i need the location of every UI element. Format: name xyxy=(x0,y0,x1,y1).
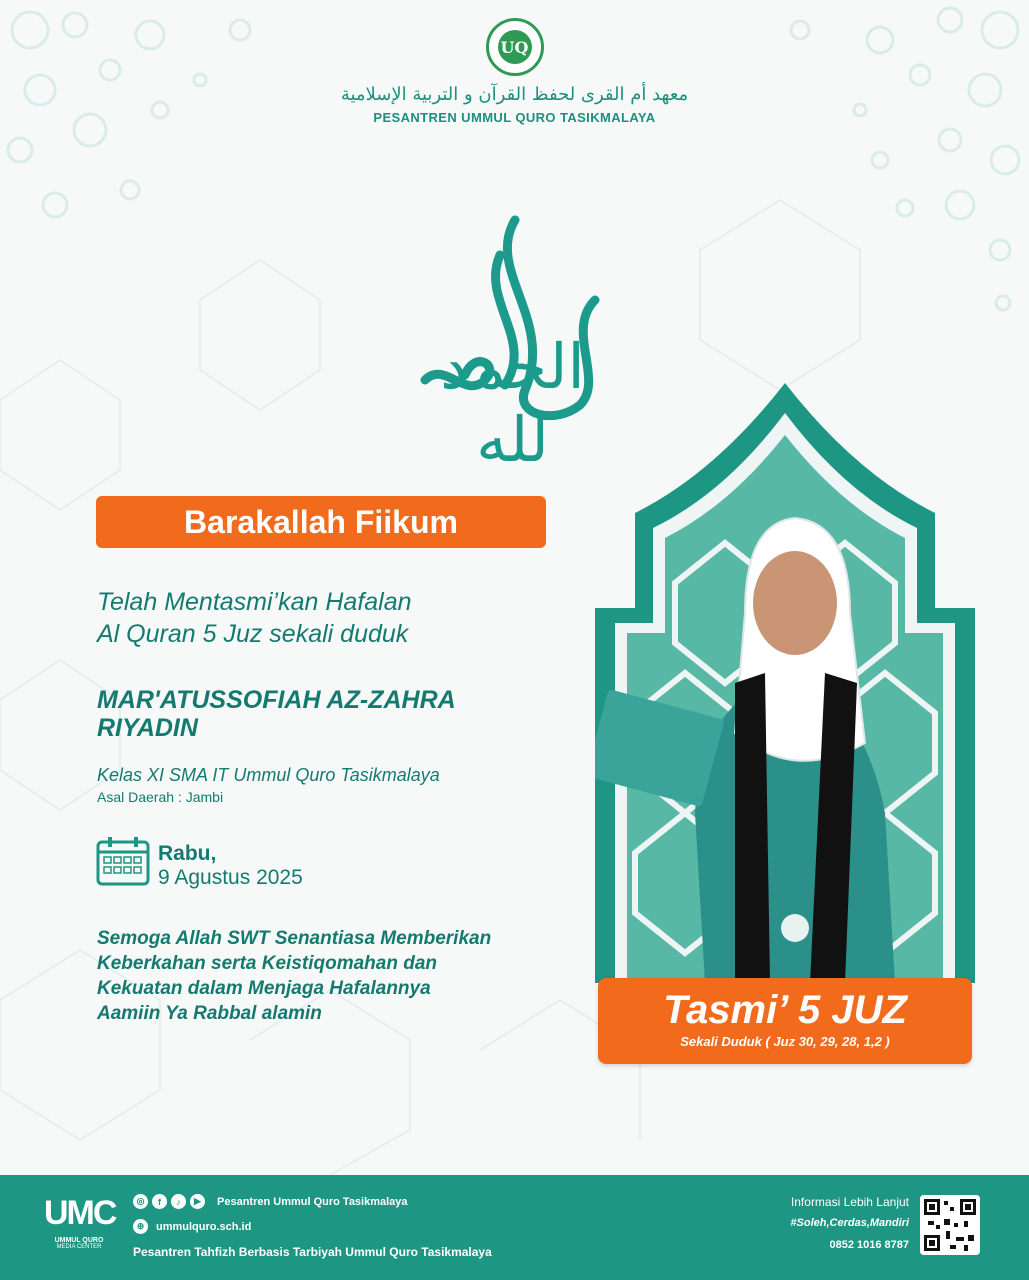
calligraphy-text: الحمد لله xyxy=(440,330,585,476)
school-logo xyxy=(486,18,544,76)
umc-logo-text: UMC xyxy=(44,1194,116,1232)
header xyxy=(0,18,1029,125)
tasmi-badge xyxy=(598,978,972,1064)
footer xyxy=(0,1175,1029,1280)
footer-tagline: Pesantren Tahfizh Berbasis Tarbiyah Ummul Quro Tasikmalaya xyxy=(133,1245,492,1259)
achievement-description xyxy=(97,586,567,650)
instagram-icon[interactable]: ◎ xyxy=(133,1194,148,1209)
school-name: PESANTREN UMMUL QURO TASIKMALAYA xyxy=(373,110,656,125)
student-name-line-1: MAR'ATUSSOFIAH AZ-ZAHRA xyxy=(97,686,456,714)
achievement-line-2: Al Quran 5 Juz sekali duduk xyxy=(97,620,409,648)
media-center-logo xyxy=(44,1193,114,1250)
tasmi-subtitle: Sekali Duduk ( Juz 30, 29, 28, 1,2 ) xyxy=(680,1034,890,1049)
student-origin: Asal Daerah : Jambi xyxy=(97,789,224,805)
qr-code[interactable] xyxy=(920,1195,980,1255)
tiktok-icon[interactable]: ♪ xyxy=(171,1194,186,1209)
student-class: Kelas XI SMA IT Ummul Quro Tasikmalaya xyxy=(97,765,440,785)
contact-info xyxy=(790,1195,909,1251)
prayer-text xyxy=(97,926,567,1026)
facebook-icon[interactable]: f xyxy=(152,1194,167,1209)
phone-number[interactable]: 0852 1016 8787 xyxy=(829,1239,909,1251)
arabic-school-name: معهد أم القرى لحفظ القرآن و التربية الإسلامية xyxy=(340,84,689,105)
prayer-line: Keberkahan serta Keistiqomahan dan xyxy=(97,953,437,974)
calendar-icon xyxy=(96,836,150,886)
youtube-icon[interactable]: ▶ xyxy=(190,1194,205,1209)
globe-icon: ⊕ xyxy=(133,1219,148,1234)
prayer-line: Aamiin Ya Rabbal alamin xyxy=(97,1003,322,1024)
event-date: 9 Agustus 2025 xyxy=(158,866,303,889)
student-name-line-2: RIYADIN xyxy=(97,714,198,742)
media-name-line-1: UMMUL QURO xyxy=(54,1237,104,1244)
alhamdulillah-calligraphy xyxy=(405,210,620,476)
tasmi-title: Tasmi’ 5 JUZ xyxy=(663,988,907,1032)
achievement-line-1: Telah Mentasmi’kan Hafalan xyxy=(97,588,412,616)
hashtag: #Soleh,Cerdas,Mandiri xyxy=(790,1217,909,1229)
prayer-line: Kekuatan dalam Menjaga Hafalannya xyxy=(97,978,431,999)
media-name-line-2: MEDIA CENTER xyxy=(56,1244,102,1250)
logo-mark: UQ xyxy=(498,30,532,64)
website-link[interactable] xyxy=(133,1219,251,1234)
website-url[interactable]: ummulquro.sch.id xyxy=(156,1220,252,1233)
info-title: Informasi Lebih Lanjut xyxy=(790,1195,909,1209)
social-links xyxy=(133,1194,408,1209)
prayer-line: Semoga Allah SWT Senantiasa Memberikan xyxy=(97,928,492,949)
student-name xyxy=(97,686,547,742)
barakallah-banner: Barakallah Fiikum xyxy=(96,496,546,548)
event-day: Rabu, xyxy=(158,842,217,865)
student-photo-frame xyxy=(595,383,975,983)
social-account-name: Pesantren Ummul Quro Tasikmalaya xyxy=(217,1195,408,1208)
